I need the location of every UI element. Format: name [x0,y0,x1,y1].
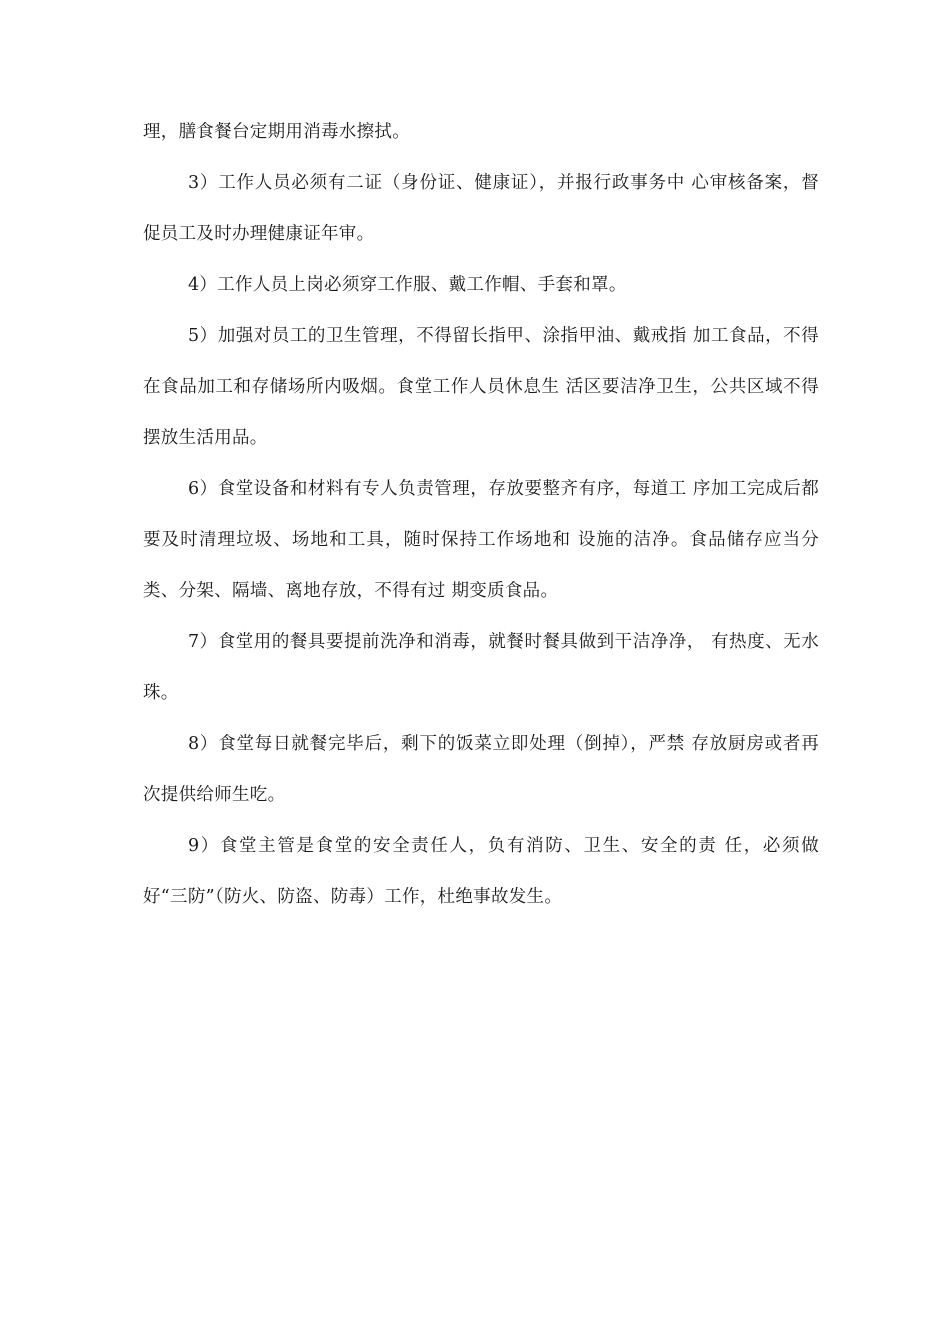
paragraph-item-9: 9）食堂主管是食堂的安全责任人，负有消防、卫生、安全的责 任，必须做好“三防”（防火、防盗、防毒）工作，杜绝事故发生。 [143,836,819,907]
paragraph-item-8: 8）食堂每日就餐完毕后，剩下的饭菜立即处理（倒掉），严禁 存放厨房或者再次提供给师生吃。 [143,734,819,805]
paragraph-item-5: 5）加强对员工的卫生管理，不得留长指甲、涂指甲油、戴戒指 加工食品，不得在食品加工和存储场所内吸烟。食堂工作人员休息生 活区要洁净卫生，公共区域不得摆放生活用品。 [143,326,819,448]
paragraph-continuation: 理，膳食餐台定期用消毒水擦拭。 [143,122,410,142]
paragraph-item-3: 3）工作人员必须有二证（身份证、健康证），并报行政事务中 心审核备案，督促员工及时办理健康证年审。 [143,173,819,244]
paragraph-item-7: 7）食堂用的餐具要提前洗净和消毒，就餐时餐具做到干洁净净， 有热度、无水珠。 [143,632,819,703]
paragraph-item-4: 4）工作人员上岗必须穿工作服、戴工作帽、手套和罩。 [188,275,627,295]
paragraph-item-6: 6）食堂设备和材料有专人负责管理，存放要整齐有序，每道工 序加工完成后都要及时清理垃圾、场地和工具，随时保持工作场地和 设施的洁净。食品储存应当分类、分架、隔墙、离地存放，不得有过 期变质食品。 [143,479,819,601]
document-body [143,107,819,923]
